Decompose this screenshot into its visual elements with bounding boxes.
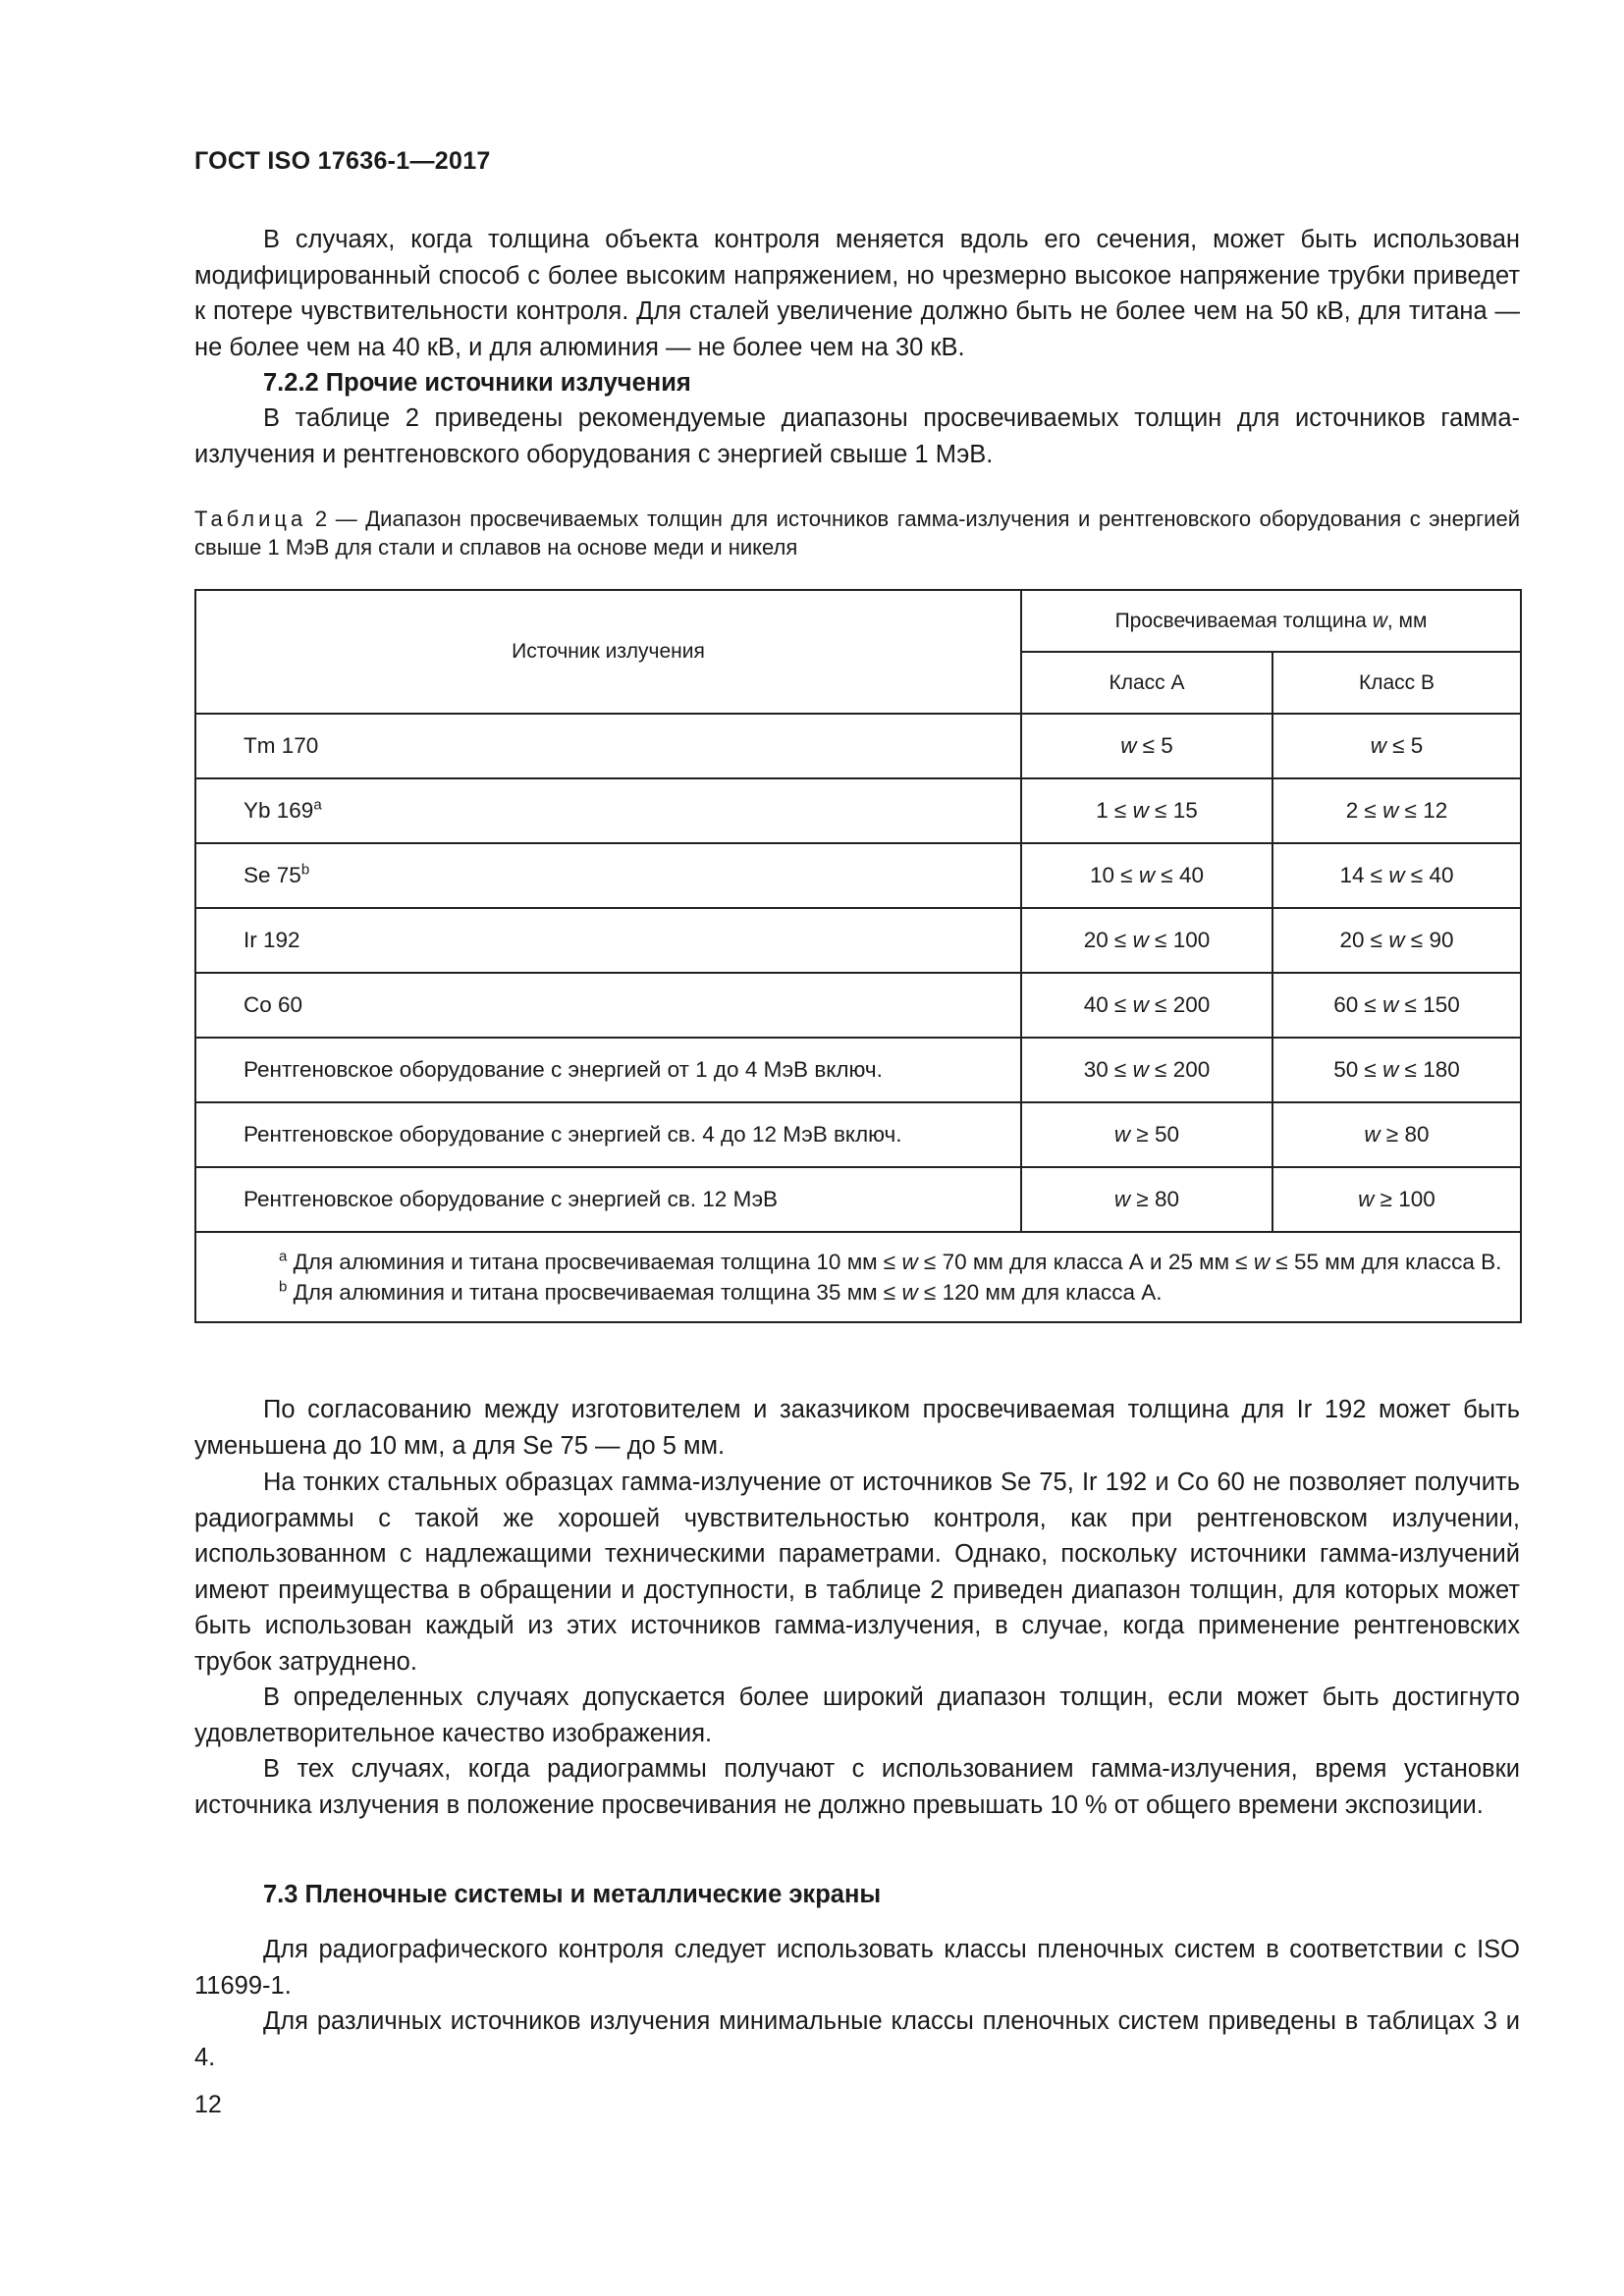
- cell-class-a: 30 ≤ w ≤ 200: [1021, 1038, 1272, 1102]
- cell-class-b: 14 ≤ w ≤ 40: [1272, 843, 1521, 908]
- paragraph: В таблице 2 приведены рекомендуемые диапазоны просвечиваемых толщин для источников гамма-излучения и рентгеновского оборудования с энергией свыше 1 МэВ.: [194, 404, 1520, 468]
- page-number: 12: [194, 2091, 222, 2118]
- header-class-b: Класс В: [1272, 652, 1521, 714]
- table-caption: [194, 505, 1520, 561]
- section-heading-7-2-2: 7.2.2 Прочие источники излучения: [263, 369, 691, 397]
- paragraph: Для различных источников излучения минимальные классы пленочных систем приведены в таблицах 3 и 4.: [194, 2007, 1520, 2071]
- cell-class-a: w ≥ 50: [1021, 1102, 1272, 1167]
- cell-class-b: w ≥ 100: [1272, 1167, 1521, 1232]
- table-caption-label: Таблица: [194, 507, 307, 531]
- footnote-a: $^a$ Для алюминия и титана просвечиваемая толщина 10 мм ≤ w ≤ 70 мм для класса А и 25 мм ≤ w ≤ 55 мм для класса В.: [279, 1248, 1502, 1274]
- paragraph: В определенных случаях допускается более широкий диапазон толщин, если может быть достигнуто удовлетворительное качество изображения.: [194, 1683, 1520, 1747]
- header-class-a: Класс А: [1021, 652, 1272, 714]
- table-row: [195, 778, 1521, 843]
- cell-class-a: w ≥ 80: [1021, 1167, 1272, 1232]
- paragraph: В случаях, когда толщина объекта контроля меняется вдоль его сечения, может быть использован модифицированный способ с более высоким напряжением, но чрезмерно высокое напряжение трубки приведет к потере чувствительности контроля. Для сталей увеличение должно быть не более чем на 50 кВ, для титана — не более чем на 40 кВ, и для алюминия — не более чем на 30 кВ.: [194, 226, 1520, 361]
- thickness-table: [194, 589, 1522, 1323]
- cell-source: Рентгеновское оборудование с энергией св. 4 до 12 МэВ включ.: [195, 1102, 1021, 1167]
- cell-source: Co 60: [195, 973, 1021, 1038]
- cell-class-a: 20 ≤ w ≤ 100: [1021, 908, 1272, 973]
- table-row: [195, 843, 1521, 908]
- cell-source: Tm 170: [195, 714, 1021, 778]
- cell-class-b: 2 ≤ w ≤ 12: [1272, 778, 1521, 843]
- cell-class-b: w ≥ 80: [1272, 1102, 1521, 1167]
- table-row: [195, 1102, 1521, 1167]
- cell-source: Ir 192: [195, 908, 1021, 973]
- cell-class-b: 50 ≤ w ≤ 180: [1272, 1038, 1521, 1102]
- cell-source: Рентгеновское оборудование с энергией от 1 до 4 МэВ включ.: [195, 1038, 1021, 1102]
- table-caption-text: 2 — Диапазон просвечиваемых толщин для источников гамма-излучения и рентгеновского оборудования с энергией свыше 1 МэВ для стали и сплавов на основе меди и никеля: [194, 507, 1520, 560]
- table-row: [195, 714, 1521, 778]
- table-row: [195, 1167, 1521, 1232]
- cell-class-b: w ≤ 5: [1272, 714, 1521, 778]
- cell-class-a: w ≤ 5: [1021, 714, 1272, 778]
- paragraph: На тонких стальных образцах гамма-излучение от источников Se 75, Ir 192 и Co 60 не позволяет получить радиограммы с такой же хорошей чувствительностью контроля, как при рентгеновском излучении, использованном с надлежащими техническими параметрами. Однако, поскольку источники гамма-излучений имеют преимущества в обращении и доступности, в таблице 2 приведен диапазон толщин, для которых может быть использован каждый из этих источников гамма-излучения, в случае, когда применение рентгеновских трубок затруднено.: [194, 1468, 1520, 1676]
- cell-class-a: 10 ≤ w ≤ 40: [1021, 843, 1272, 908]
- table-notes: [195, 1232, 1521, 1322]
- footnote-marker: b: [300, 861, 310, 879]
- cell-class-a: 40 ≤ w ≤ 200: [1021, 973, 1272, 1038]
- paragraph: В тех случаях, когда радиограммы получают с использованием гамма-излучения, время установки источника излучения в положение просвечивания не должно превышать 10 % от общего времени экспозиции.: [194, 1755, 1520, 1819]
- section-heading-7-3: 7.3 Пленочные системы и металлические экраны: [263, 1881, 882, 1908]
- paragraph: Для радиографического контроля следует использовать классы пленочных систем в соответствии с ISO 11699-1.: [194, 1936, 1520, 2000]
- cell-source: Рентгеновское оборудование с энергией св. 12 МэВ: [195, 1167, 1021, 1232]
- cell-class-a: 1 ≤ w ≤ 15: [1021, 778, 1272, 843]
- table-row: [195, 973, 1521, 1038]
- header-source: Источник излучения: [195, 590, 1021, 714]
- cell-class-b: 60 ≤ w ≤ 150: [1272, 973, 1521, 1038]
- cell-source: Se 75$^b$: [195, 843, 1021, 908]
- cell-source: Yb 169$^a$: [195, 778, 1021, 843]
- table-row: [195, 908, 1521, 973]
- table-row: [195, 1038, 1521, 1102]
- cell-class-b: 20 ≤ w ≤ 90: [1272, 908, 1521, 973]
- document-code: ГОСТ ISO 17636-1—2017: [194, 147, 491, 175]
- header-thickness: Просвечиваемая толщина w, мм: [1021, 590, 1521, 652]
- footnote-b: $^b$ Для алюминия и титана просвечиваемая толщина 35 мм ≤ w ≤ 120 мм для класса А.: [279, 1278, 1163, 1305]
- footnote-marker: a: [313, 796, 322, 814]
- paragraph: По согласованию между изготовителем и заказчиком просвечиваемая толщина для Ir 192 может быть уменьшена до 10 мм, а для Se 75 — до 5 мм.: [194, 1396, 1520, 1460]
